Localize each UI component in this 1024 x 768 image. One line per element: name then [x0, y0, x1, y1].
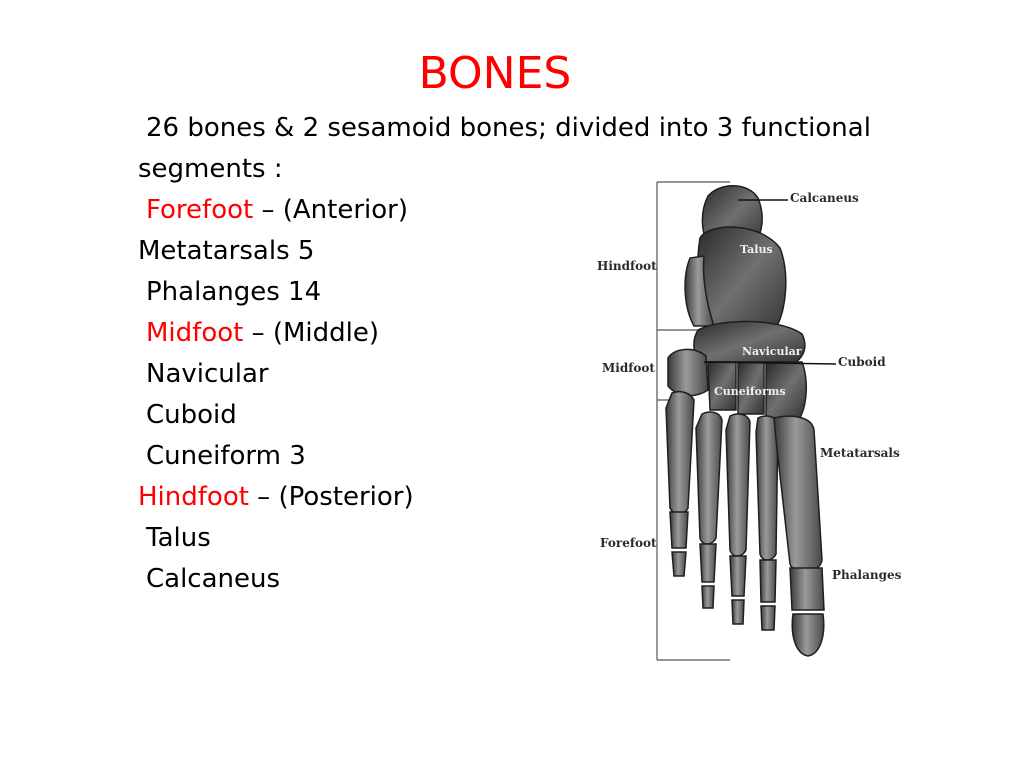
- foot-skeleton-figure: [590, 178, 920, 668]
- label-forefoot: Forefoot: [600, 536, 657, 550]
- label-talus: Talus: [740, 243, 773, 256]
- bone-item: Metatarsals 5: [138, 236, 315, 266]
- segment-suffix: – (Posterior): [248, 482, 414, 512]
- segment-suffix: – (Anterior): [253, 195, 408, 225]
- bone-item: Cuneiform 3: [146, 441, 306, 471]
- slide-title: BONES: [418, 48, 572, 99]
- bone-item: Calcaneus: [146, 564, 281, 594]
- bone-item: Phalanges 14: [146, 277, 322, 307]
- segment-name: Midfoot: [146, 318, 244, 348]
- label-cuboid: Cuboid: [838, 355, 886, 369]
- foot-skeleton-svg: [590, 178, 920, 668]
- foot-bones: [666, 186, 824, 656]
- bone-item: Cuboid: [146, 400, 237, 430]
- label-midfoot: Midfoot: [602, 361, 655, 375]
- segment-name: Hindfoot: [138, 482, 249, 512]
- label-metatarsals: Metatarsals: [820, 446, 900, 460]
- label-navicular: Navicular: [742, 345, 802, 358]
- label-cuneiforms: Cuneiforms: [714, 385, 786, 398]
- intro-line-1: 26 bones & 2 sesamoid bones; divided into 3 functional: [146, 113, 871, 143]
- label-hindfoot: Hindfoot: [597, 259, 657, 273]
- label-phalanges: Phalanges: [832, 568, 902, 582]
- intro-line-2: segments :: [138, 154, 283, 184]
- segment-suffix: – (Middle): [243, 318, 380, 348]
- bone-item: Navicular: [146, 359, 269, 389]
- label-calcaneus: Calcaneus: [790, 191, 859, 205]
- segment-name: Forefoot: [146, 195, 254, 225]
- bone-item: Talus: [146, 523, 211, 553]
